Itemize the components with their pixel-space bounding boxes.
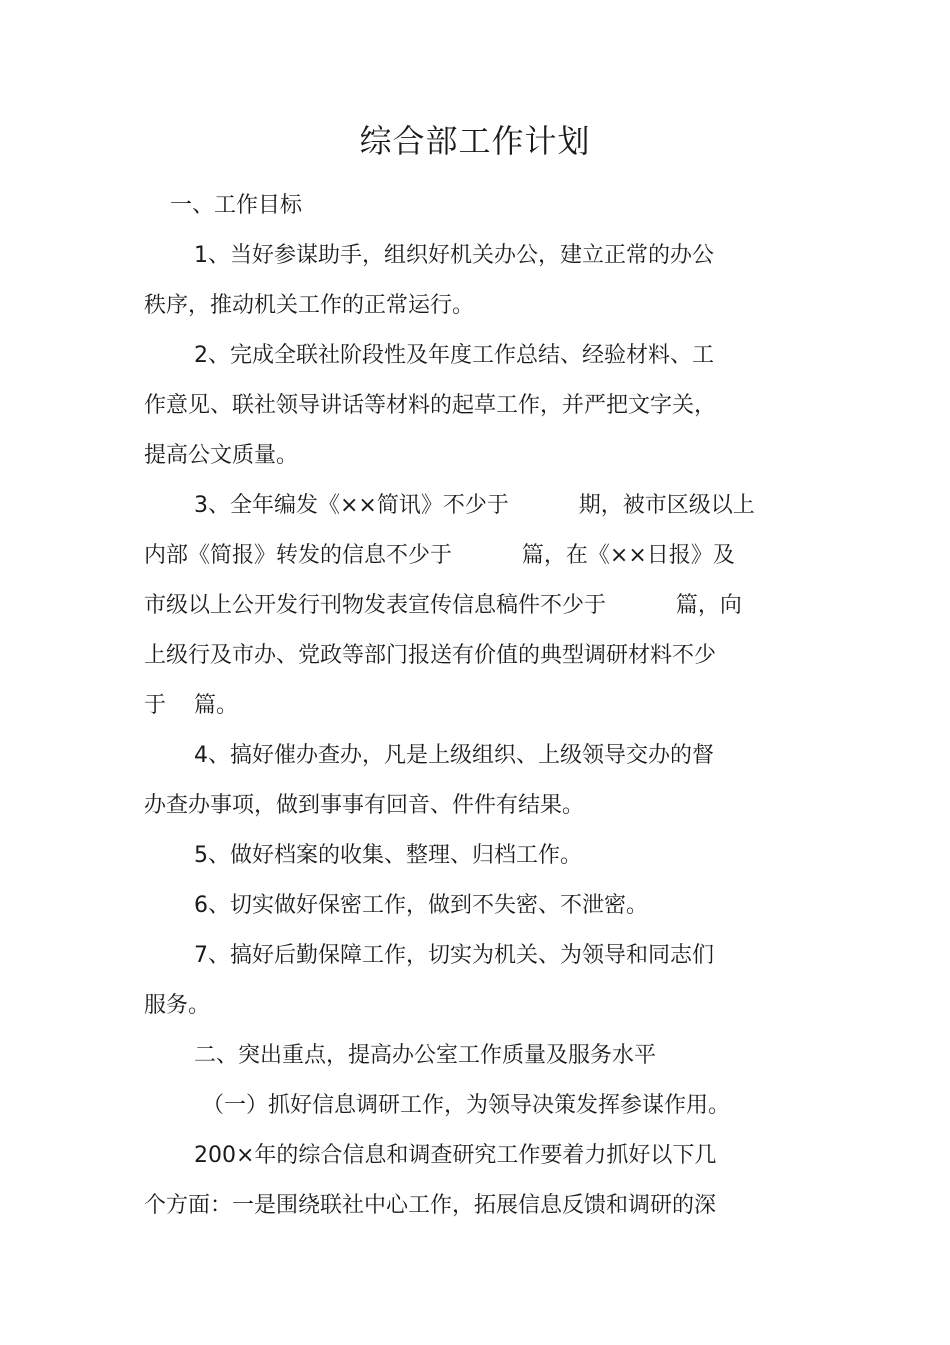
paragraph-line: 4、搞好催办查办，凡是上级组织、上级领导交办的督 (194, 743, 714, 768)
paragraph-line: 2、完成全联社阶段性及年度工作总结、经验材料、工 (194, 343, 714, 368)
section-heading-2: 二、突出重点，提高办公室工作质量及服务水平 (194, 1043, 657, 1068)
paragraph-line: 作意见、联社领导讲话等材料的起草工作，并严把文字关， (144, 393, 717, 418)
paragraph-line: 内部《简报》转发的信息不少于 篇，在《××日报》及 (144, 543, 735, 568)
paragraph-line: 上级行及市办、党政等部门报送有价值的典型调研材料不少 (144, 643, 717, 668)
paragraph-line: 秩序，推动机关工作的正常运行。 (144, 293, 475, 318)
paragraph-line: 服务。 (144, 993, 211, 1018)
section-heading-1: 一、工作目标 (170, 193, 303, 218)
document-title: 综合部工作计划 (359, 122, 591, 160)
paragraph-line: 3、全年编发《××简讯》不少于 期，被市区级以上 (194, 493, 755, 518)
paragraph-line: 7、搞好后勤保障工作，切实为机关、为领导和同志们 (194, 943, 714, 968)
paragraph-line: 提高公文质量。 (144, 443, 299, 468)
paragraph-line: 200×年的综合信息和调查研究工作要着力抓好以下几 (194, 1143, 717, 1168)
paragraph-line: 办查办事项，做到事事有回音、件件有结果。 (144, 793, 585, 818)
subsection-heading: （一）抓好信息调研工作，为领导决策发挥参谋作用。 (202, 1093, 731, 1118)
paragraph-line: 市级以上公开发行刊物发表宣传信息稿件不少于 篇，向 (144, 593, 742, 618)
paragraph-line: 1、当好参谋助手，组织好机关办公，建立正常的办公 (194, 243, 714, 268)
paragraph-line: 6、切实做好保密工作，做到不失密、不泄密。 (194, 893, 648, 918)
paragraph-line: 于 篇。 (144, 693, 238, 718)
paragraph-line: 个方面：一是围绕联社中心工作，拓展信息反馈和调研的深 (144, 1193, 717, 1218)
paragraph-line: 5、做好档案的收集、整理、归档工作。 (194, 843, 582, 868)
